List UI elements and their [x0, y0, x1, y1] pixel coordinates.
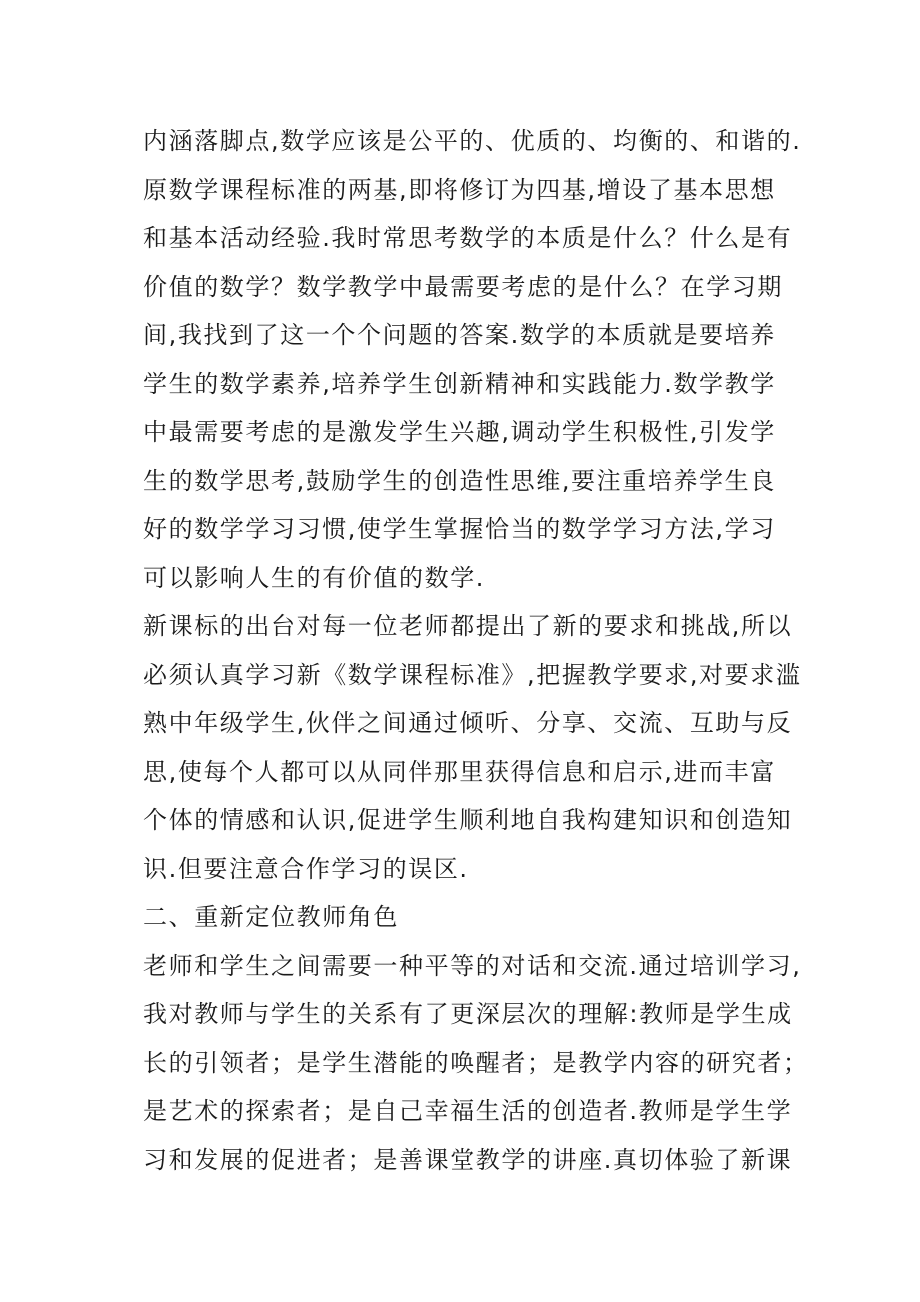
text-line: 是艺术的探索者；是自己幸福生活的创造者.教师是学生学	[143, 1097, 793, 1125]
text-line: 长的引领者；是学生潜能的唤醒者；是教学内容的研究者；	[143, 1048, 809, 1077]
section-heading: 二、重新定位教师角色	[143, 903, 399, 931]
text-line: 个体的情感和认识,促进学生顺利地自我构建知识和创造知	[143, 806, 793, 834]
document-body	[143, 117, 809, 1184]
text-line: 学生的数学素养,培养学生创新精神和实践能力.数学教学	[143, 369, 776, 398]
text-line: 生的数学思考,鼓励学生的创造性思维,要注重培养学生良	[143, 466, 776, 495]
text-line: 我对教师与学生的关系有了更深层次的理解:教师是学生成	[143, 1000, 793, 1028]
text-line: 新课标的出台对每一位老师都提出了新的要求和挑战,所以	[143, 612, 793, 640]
text-line: 间,我找到了这一个个问题的答案.数学的本质就是要培养	[143, 321, 776, 349]
text-line: 习和发展的促进者；是善课堂教学的讲座.真切体验了新课	[143, 1145, 793, 1174]
text-line: 价值的数学？数学教学中最需要考虑的是什么？在学习期	[143, 272, 783, 301]
text-line: 和基本活动经验.我时常思考数学的本质是什么？什么是有	[143, 224, 793, 252]
text-line: 识.但要注意合作学习的误区.	[143, 854, 469, 883]
text-line: 可以影响人生的有价值的数学.	[143, 563, 486, 592]
text-line: 老师和学生之间需要一种平等的对话和交流.通过培训学习,	[143, 951, 802, 980]
text-line: 思,使每个人都可以从同伴那里获得信息和启示,进而丰富	[143, 757, 776, 786]
text-line: 中最需要考虑的是激发学生兴趣,调动学生积极性,引发学	[143, 418, 776, 446]
text-line: 原数学课程标准的两基,即将修订为四基,增设了基本思想	[143, 175, 776, 204]
text-line: 熟中年级学生,伙伴之间通过倾听、分享、交流、互助与反	[143, 709, 793, 737]
text-line: 内涵落脚点,数学应该是公平的、优质的、均衡的、和谐的.	[143, 127, 802, 155]
text-line: 好的数学学习习惯,使学生掌握恰当的数学学习方法,学习	[143, 515, 776, 543]
text-line: 必须认真学习新《数学课程标准》,把握教学要求,对要求滥	[143, 660, 802, 689]
